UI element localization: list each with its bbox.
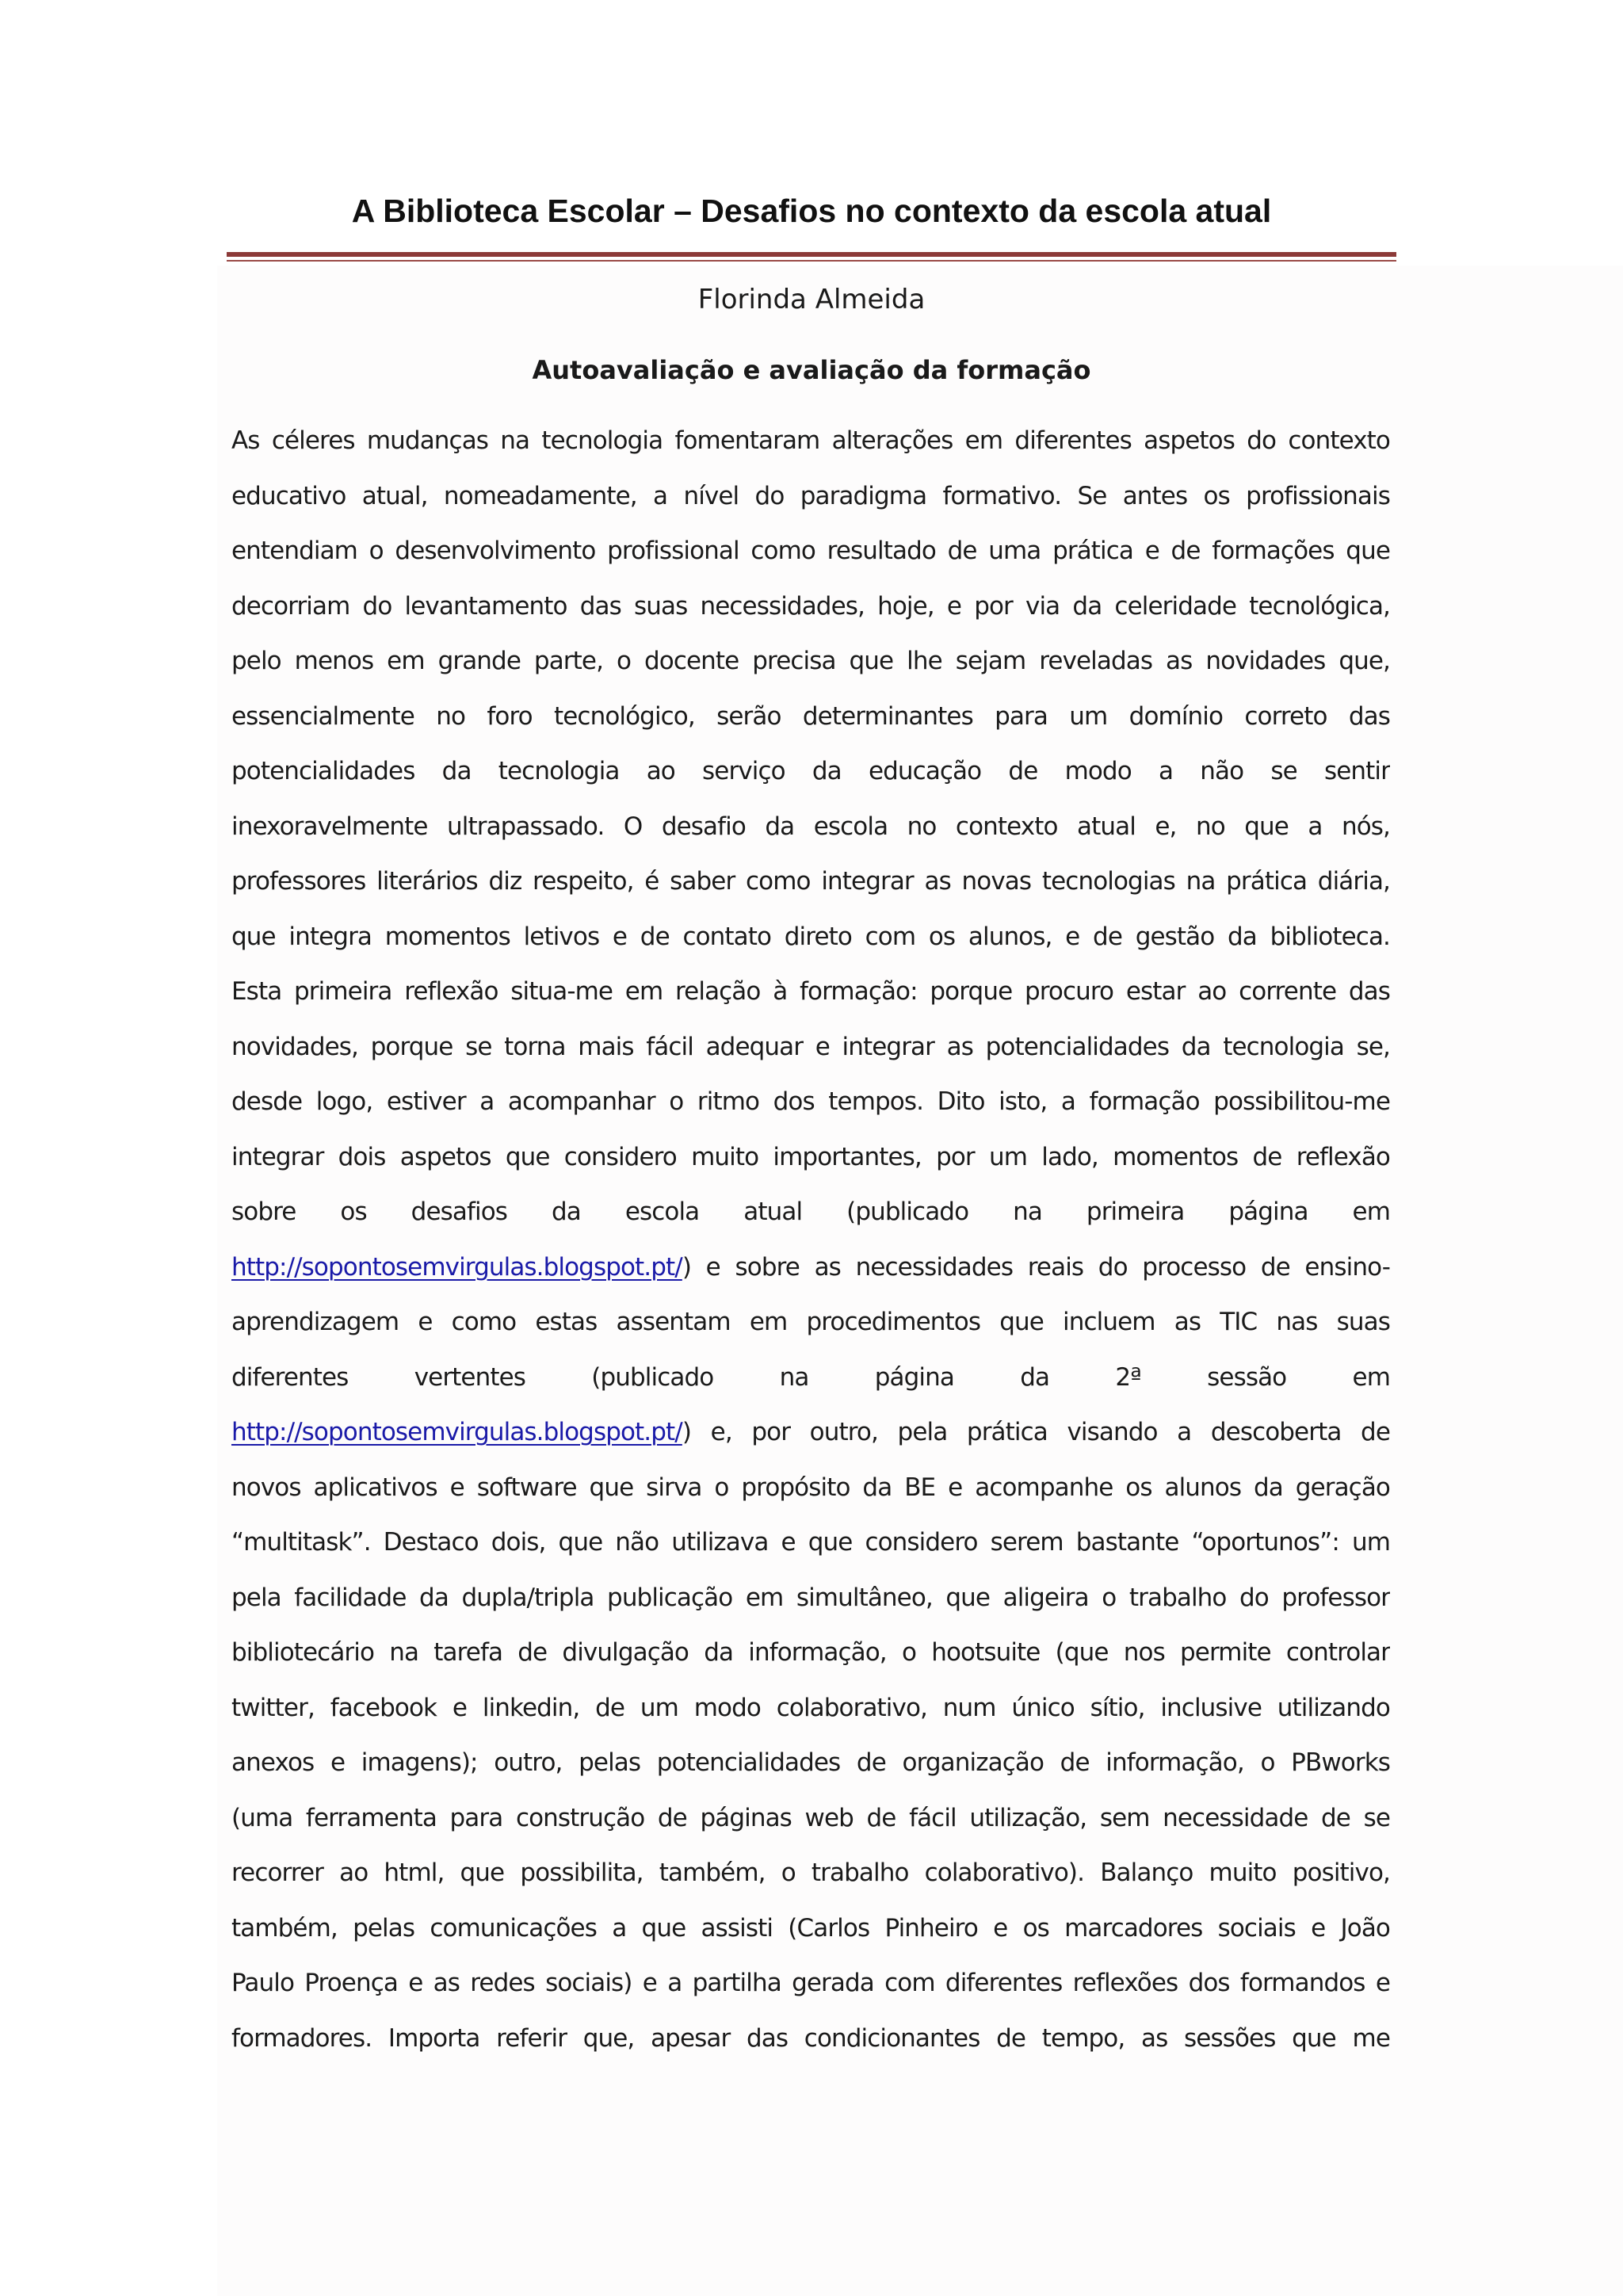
text-line: professores literários diz respeito, é saber como integrar as novas tecnologias na prática diária, bbox=[231, 867, 1390, 896]
text-line-with-link bbox=[231, 1247, 1390, 1302]
blog-link[interactable]: http://sopontosemvirgulas.blogspot.pt/ bbox=[231, 1418, 682, 1446]
text-line: Paulo Proença e as redes sociais) e a partilha gerada com diferentes reflexões dos formandos e bbox=[231, 1969, 1390, 1997]
text-line: sobre os desafios da escola atual (publicado na primeira página em bbox=[231, 1198, 1390, 1226]
text-line: decorriam do levantamento das suas necessidades, hoje, e por via da celeridade tecnológica, bbox=[231, 591, 1390, 621]
text-line: novidades, porque se torna mais fácil adequar e integrar as potencialidades da tecnologia se, bbox=[231, 1032, 1390, 1061]
text-line: formadores. Importa referir que, apesar das condicionantes de tempo, as sessões que me bbox=[231, 2023, 1390, 2053]
text-line: que integra momentos letivos e de contato direto com os alunos, e de gestão da biblioteca. bbox=[231, 922, 1390, 951]
document-title: A Biblioteca Escolar – Desafios no contexto da escola atual bbox=[351, 193, 1272, 229]
text-line: potencialidades da tecnologia ao serviço da educação de modo a não se sentir bbox=[231, 757, 1390, 785]
text-line: educativo atual, nomeadamente, a nível do paradigma formativo. Se antes os profissionais bbox=[231, 481, 1390, 510]
text-line: bibliotecário na tarefa de divulgação da informação, o hootsuite (que nos permite controlar bbox=[231, 1638, 1390, 1667]
text-line: inexoravelmente ultrapassado. O desafio da escola no contexto atual e, no que a nós, bbox=[231, 812, 1390, 841]
text-line: Esta primeira reflexão situa-me em relação à formação: porque procuro estar ao corrente das bbox=[231, 977, 1390, 1006]
text-line: (uma ferramenta para construção de páginas web de fácil utilização, sem necessidade de se bbox=[231, 1803, 1390, 1832]
author-name: Florinda Almeida bbox=[697, 284, 926, 315]
text-line: aprendizagem e como estas assentam em procedimentos que incluem as TIC nas suas bbox=[231, 1308, 1390, 1336]
text-line: essencialmente no foro tecnológico, serão determinantes para um domínio correto das bbox=[231, 701, 1390, 731]
title-rule bbox=[227, 252, 1396, 257]
text-line: anexos e imagens); outro, pelas potencialidades de organização de informação, o PBworks bbox=[231, 1748, 1390, 1777]
text-line: novos aplicativos e software que sirva o propósito da BE e acompanhe os alunos da geração bbox=[231, 1473, 1390, 1502]
text-line: também, pelas comunicações a que assisti (Carlos Pinheiro e os marcadores sociais e João bbox=[231, 1913, 1390, 1943]
text-line: entendiam o desenvolvimento profissional como resultado de uma prática e de formações que bbox=[231, 537, 1390, 565]
blog-link[interactable]: http://sopontosemvirgulas.blogspot.pt/ bbox=[231, 1252, 682, 1282]
text-line: recorrer ao html, que possibilita, também, o trabalho colaborativo). Balanço muito positivo, bbox=[231, 1859, 1390, 1887]
text-line-with-link bbox=[231, 1412, 1390, 1467]
text-line: integrar dois aspetos que considero muito importantes, por um lado, momentos de reflexão bbox=[231, 1142, 1390, 1171]
body-paragraph bbox=[231, 420, 1390, 2073]
text-line: “multitask”. Destaco dois, que não utilizava e que considero serem bastante “oportunos”: um bbox=[231, 1528, 1390, 1557]
text-line: pela facilidade da dupla/tripla publicação em simultâneo, que aligeira o trabalho do professor bbox=[231, 1583, 1390, 1612]
text-line: twitter, facebook e linkedin, de um modo colaborativo, num único sítio, inclusive utilizando bbox=[231, 1693, 1390, 1722]
text-after-link: ) e, por outro, pela prática visando a descoberta de bbox=[682, 1418, 1390, 1446]
text-line: desde logo, estiver a acompanhar o ritmo dos tempos. Dito isto, a formação possibilitou-me bbox=[231, 1087, 1390, 1116]
text-line: pelo menos em grande parte, o docente precisa que lhe sejam reveladas as novidades que, bbox=[231, 647, 1390, 675]
section-heading: Autoavaliação e avaliação da formação bbox=[532, 355, 1091, 385]
text-line: As céleres mudanças na tecnologia fomentaram alterações em diferentes aspetos do contexto bbox=[231, 426, 1390, 455]
text-line: diferentes vertentes (publicado na página da 2ª sessão em bbox=[231, 1362, 1390, 1392]
title-rule-thin bbox=[227, 260, 1396, 262]
text-after-link: ) e sobre as necessidades reais do processo de ensino- bbox=[682, 1252, 1390, 1282]
